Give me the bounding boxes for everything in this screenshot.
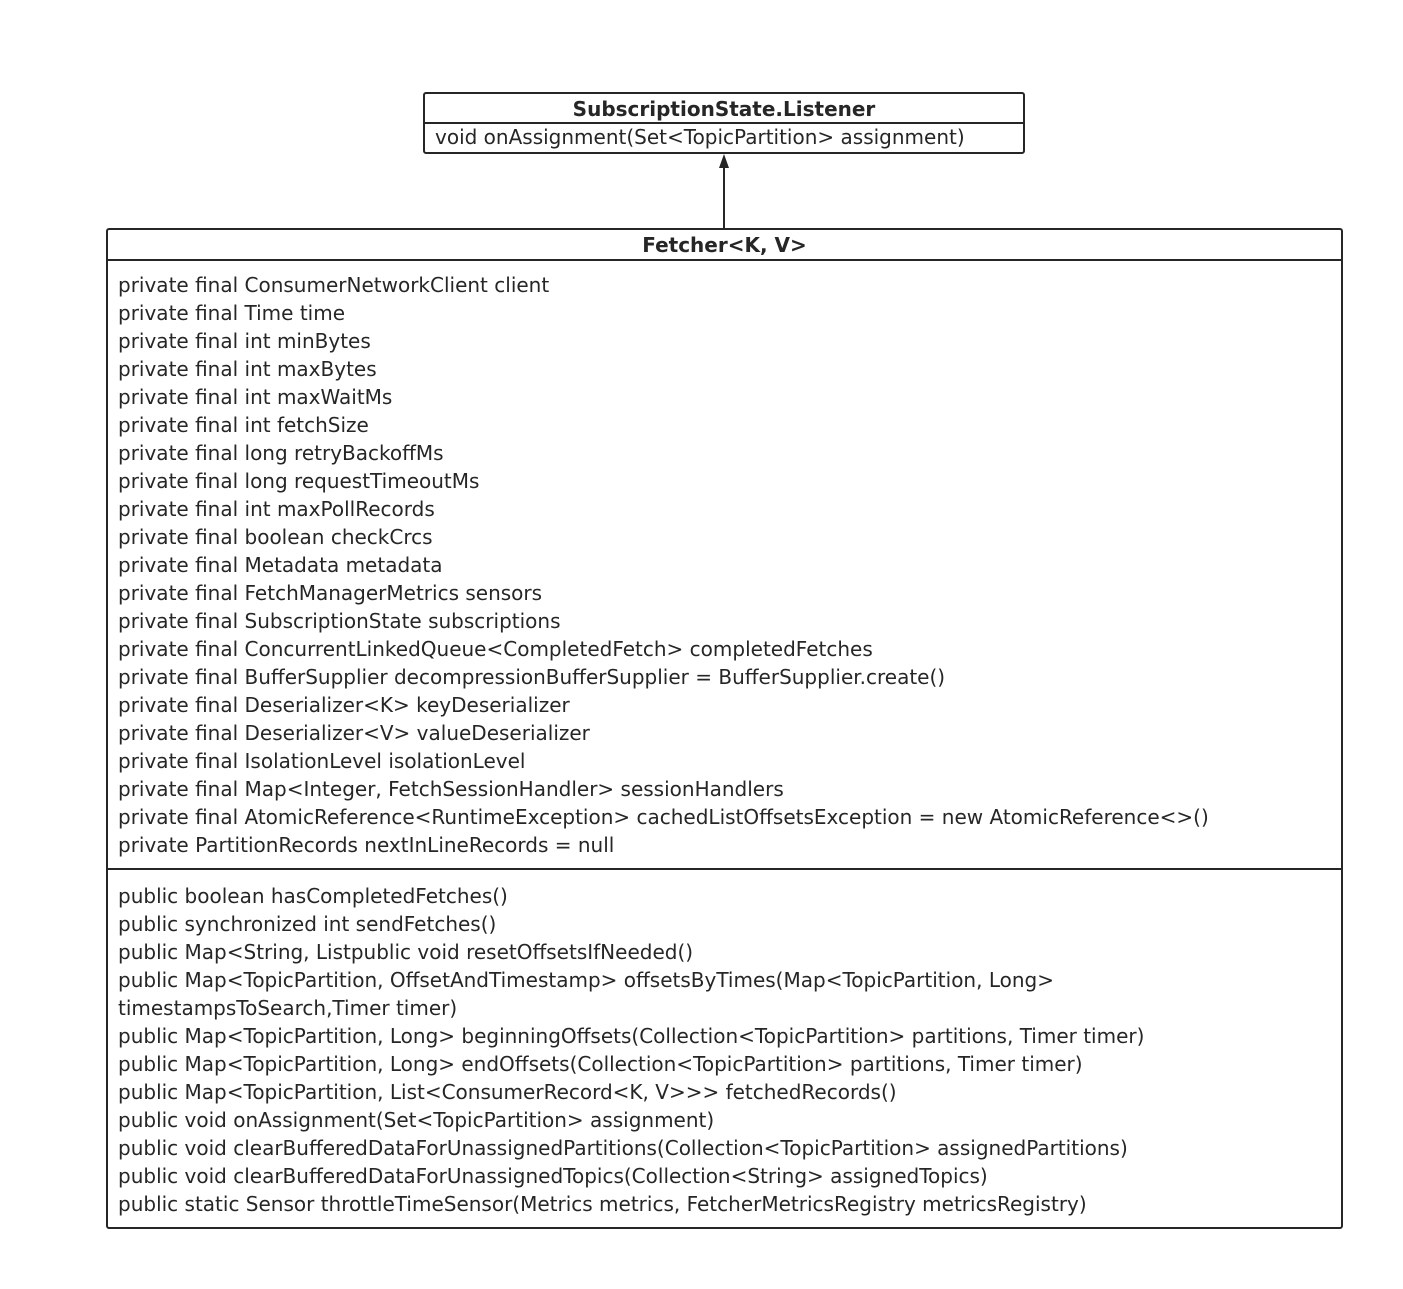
operation-line: public Map<TopicPartition, Long> beginningOffsets(Collection<TopicPartition> partitions, Timer timer) [118, 1024, 1145, 1048]
attribute-line: private final AtomicReference<RuntimeException> cachedListOffsetsException = new AtomicReference<>() [118, 805, 1209, 829]
operation-line: public void onAssignment(Set<TopicPartition> assignment) [118, 1108, 715, 1132]
fetcher-class-name: Fetcher<K, V> [108, 230, 1341, 261]
operation-line: timestampsToSearch,Timer timer) [118, 996, 458, 1020]
attribute-line: private final FetchManagerMetrics sensors [118, 581, 543, 605]
attribute-line: private final boolean checkCrcs [118, 525, 433, 549]
operation-line: public Map<TopicPartition, Long> endOffsets(Collection<TopicPartition> partitions, Timer timer) [118, 1052, 1083, 1076]
listener-operations [425, 124, 1023, 151]
operation-line: void onAssignment(Set<TopicPartition> assignment) [435, 125, 965, 149]
attribute-line: private final int maxBytes [118, 357, 377, 381]
attribute-line: private final ConcurrentLinkedQueue<CompletedFetch> completedFetches [118, 637, 873, 661]
attribute-line: private final Map<Integer, FetchSessionHandler> sessionHandlers [118, 777, 784, 801]
attribute-line: private final BufferSupplier decompressionBufferSupplier = BufferSupplier.create() [118, 665, 946, 689]
fetcher-operations [108, 870, 1341, 1218]
attribute-line: private final Deserializer<K> keyDeserializer [118, 693, 570, 717]
attribute-line: private final int maxWaitMs [118, 385, 393, 409]
attribute-line: private final Deserializer<V> valueDeserializer [118, 721, 590, 745]
operation-line: public synchronized int sendFetches() [118, 912, 497, 936]
operation-line: public Map<TopicPartition, List<ConsumerRecord<K, V>>> fetchedRecords() [118, 1080, 897, 1104]
inheritance-arrowhead [719, 154, 729, 168]
attribute-line: private final Time time [118, 301, 346, 325]
operation-line: public static Sensor throttleTimeSensor(Metrics metrics, FetcherMetricsRegistry metricsRegistry) [118, 1192, 1087, 1216]
attribute-line: private final Metadata metadata [118, 553, 443, 577]
attribute-line: private final long requestTimeoutMs [118, 469, 480, 493]
attribute-line: private final SubscriptionState subscriptions [118, 609, 561, 633]
fetcher-attributes [108, 261, 1341, 870]
attribute-line: private final IsolationLevel isolationLevel [118, 749, 526, 773]
listener-class-box[interactable] [423, 92, 1025, 154]
attribute-line: private final int minBytes [118, 329, 371, 353]
attribute-line: private final long retryBackoffMs [118, 441, 444, 465]
operation-line: public void clearBufferedDataForUnassignedTopics(Collection<String> assignedTopics) [118, 1164, 988, 1188]
listener-class-name: SubscriptionState.Listener [425, 94, 1023, 124]
attribute-line: private PartitionRecords nextInLineRecords = null [118, 833, 615, 857]
operation-line: public Map<TopicPartition, OffsetAndTimestamp> offsetsByTimes(Map<TopicPartition, Long> [118, 968, 1054, 992]
attribute-line: private final int maxPollRecords [118, 497, 435, 521]
operation-line: public Map<String, Listpublic void resetOffsetsIfNeeded() [118, 940, 694, 964]
operation-line: public boolean hasCompletedFetches() [118, 884, 508, 908]
attribute-line: private final int fetchSize [118, 413, 369, 437]
attribute-line: private final ConsumerNetworkClient client [118, 273, 550, 297]
fetcher-class-box[interactable] [106, 228, 1343, 1229]
operation-line: public void clearBufferedDataForUnassignedPartitions(Collection<TopicPartition> assignedPartitions) [118, 1136, 1128, 1160]
